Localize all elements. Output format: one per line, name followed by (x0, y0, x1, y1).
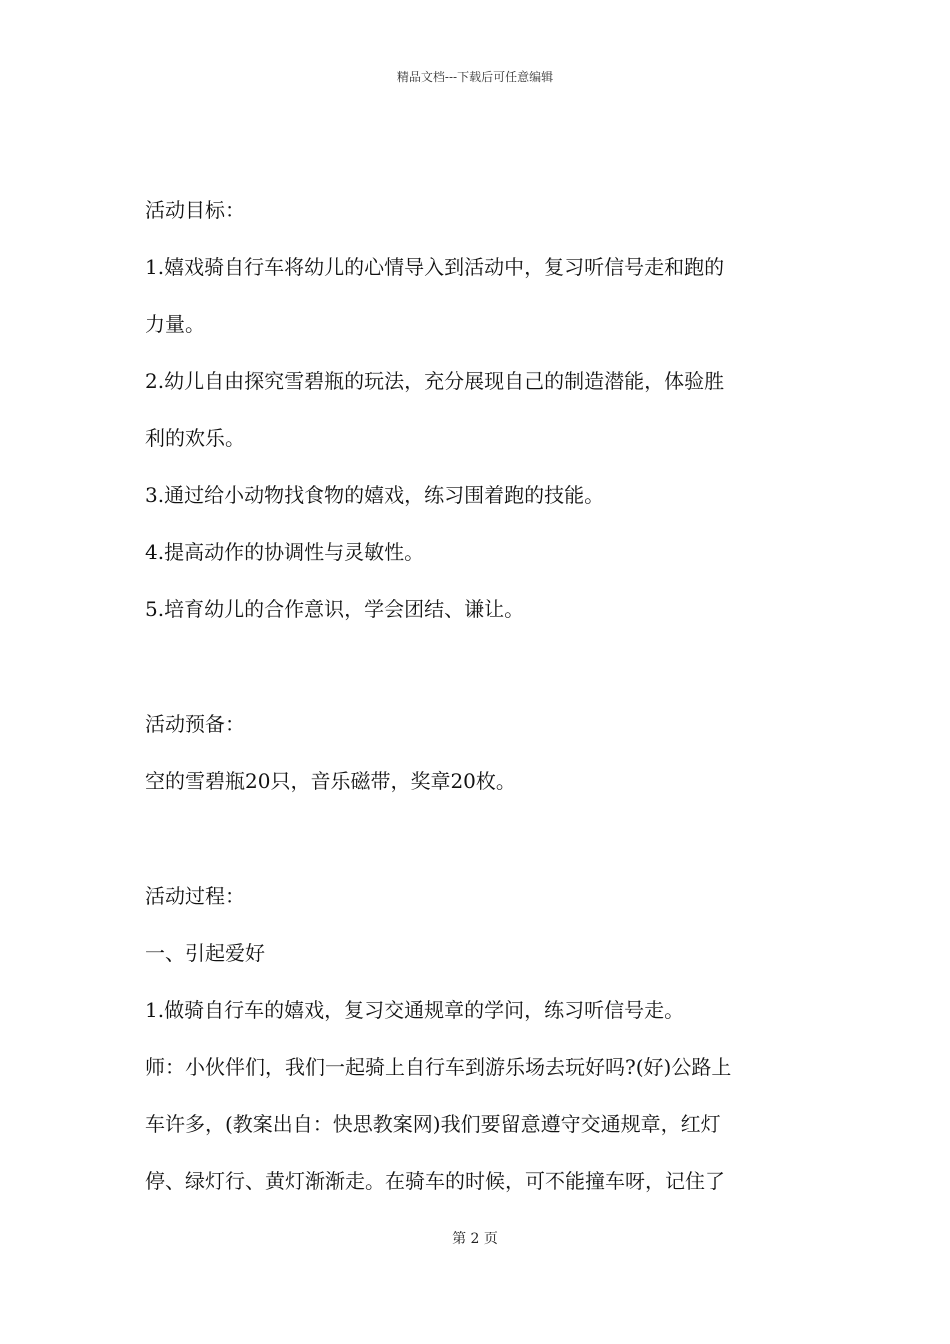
teacher-line-1: 师：小伙伴们，我们一起骑上自行车到游乐场去玩好吗?(好)公路上 (145, 1055, 732, 1079)
process-heading: 活动过程： (145, 884, 245, 908)
goal-1-line-2: 力量。 (145, 312, 205, 336)
section-1-title: 一、引起爱好 (145, 941, 265, 965)
prep-heading: 活动预备： (145, 712, 245, 736)
teacher-line-3: 停、绿灯行、黄灯渐渐走。在骑车的时候，可不能撞车呀，记住了 (145, 1169, 725, 1193)
goals-heading: 活动目标： (145, 198, 245, 222)
goal-1-line-1: 1.嬉戏骑自行车将幼儿的心情导入到活动中，复习听信号走和跑的 (145, 255, 725, 279)
goal-3: 3.通过给小动物找食物的嬉戏，练习围着跑的技能。 (145, 483, 605, 507)
goal-5: 5.培育幼儿的合作意识，学会团结、谦让。 (145, 597, 525, 621)
page-number: 第 2 页 (452, 1231, 498, 1247)
step-1: 1.做骑自行车的嬉戏，复习交通规章的学问，练习听信号走。 (145, 998, 685, 1022)
prep-text: 空的雪碧瓶20只，音乐磁带，奖章20枚。 (145, 769, 516, 793)
teacher-line-2: 车许多，(教案出自：快思教案网)我们要留意遵守交通规章，红灯 (145, 1112, 721, 1136)
goal-2-line-2: 利的欢乐。 (145, 426, 245, 450)
page-header: 精品文档---下载后可任意编辑 (396, 70, 554, 84)
goal-4: 4.提高动作的协调性与灵敏性。 (145, 540, 425, 564)
goal-2-line-1: 2.幼儿自由探究雪碧瓶的玩法，充分展现自己的制造潜能，体验胜 (145, 369, 725, 393)
